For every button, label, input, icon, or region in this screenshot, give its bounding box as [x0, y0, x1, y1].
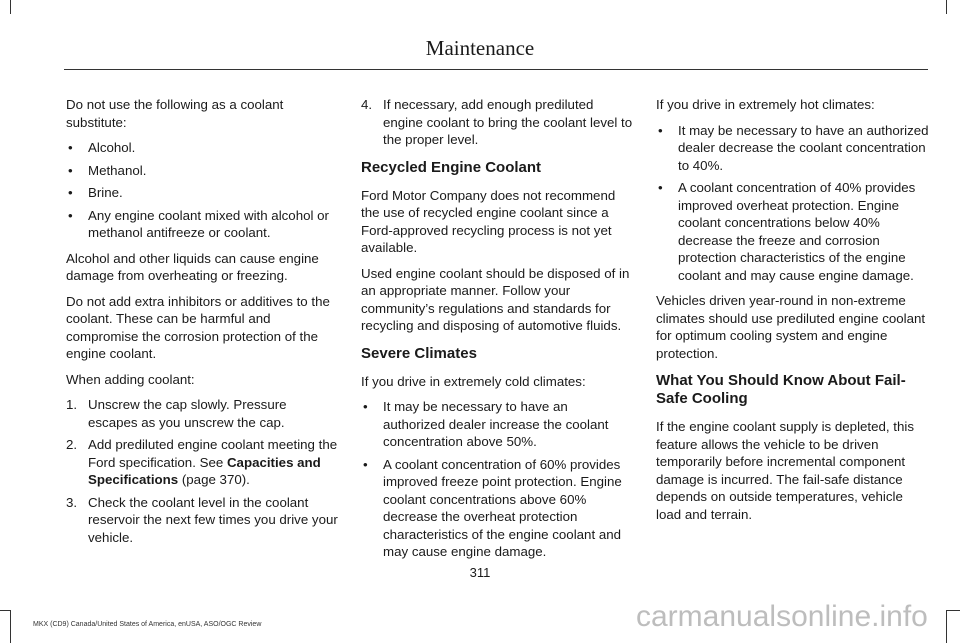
paragraph: Used engine coolant should be disposed of in an appropriate manner. Follow your community’s regulations and standards for recycling and disposing of automotive fluids.: [361, 265, 630, 333]
paragraph: If the engine coolant supply is depleted, this feature allows the vehicle to be driven temporarily before incremental component damage is incurred. The fail-safe distance depends on outside temperatures, vehicle load and terrain.: [656, 419, 914, 522]
crop-mark-bottom-left-v: [10, 610, 11, 643]
list-item: • Any engine coolant mixed with alcohol or methanol antifreeze or coolant.: [68, 207, 329, 240]
substitutes-list: [66, 139, 338, 242]
step-item: 2. Add prediluted engine coolant meeting the Ford specification. See Capacities and Specifications (page 370).: [66, 437, 338, 487]
steps-list-continued: [361, 96, 633, 149]
column-1: [66, 96, 338, 554]
step-item: 4. If necessary, add enough prediluted engine coolant to bring the coolant level to the proper level.: [361, 97, 633, 147]
list-item: • It may be necessary to have an authorized dealer increase the coolant concentration above 50%.: [363, 399, 609, 449]
list-item: • A coolant concentration of 60% provides improved freeze point protection. Engine coolant concentrations above 60% decrease the overheat protection characteristics of the engine coolant and may cause engine damage.: [363, 456, 622, 559]
paragraph: Ford Motor Company does not recommend the use of recycled engine coolant since a Ford-approved recycling process is not yet available.: [361, 187, 616, 255]
crop-mark-top-right-v: [946, 0, 947, 14]
paragraph: Alcohol and other liquids can cause engine damage from overheating or freezing.: [66, 250, 319, 283]
crop-mark-bottom-right-h: [946, 610, 960, 611]
section-heading: Recycled Engine Coolant: [361, 158, 542, 176]
cross-reference-link[interactable]: Capacities and Specifications: [88, 454, 321, 487]
paragraph: If you drive in extremely hot climates:: [656, 97, 875, 112]
footer-text: MKX (CD9) Canada/United States of America, enUSA, ASO/OGC Review: [33, 621, 262, 628]
bullet-icon: •: [68, 140, 73, 155]
bullet-icon: •: [68, 207, 73, 223]
list-item: • A coolant concentration of 40% provides improved overheat protection. Engine coolant concentrations below 40% decrease the freeze and corrosion protection characteristics of the engine coolant and may cause engine damage.: [658, 180, 916, 283]
bullet-icon: •: [658, 122, 663, 138]
step-item: 3. Check the coolant level in the coolant reservoir the next few times you drive your vehicle.: [66, 494, 338, 545]
column-2: [361, 96, 633, 569]
section-heading: What You Should Know About Fail-Safe Cooling: [656, 372, 906, 407]
step-item: 1. Unscrew the cap slowly. Pressure escapes as you unscrew the cap.: [66, 397, 287, 430]
list-item: • Alcohol.: [68, 140, 136, 155]
step-number: 2.: [66, 437, 78, 452]
intro-paragraph: Do not use the following as a coolant substitute:: [66, 97, 284, 130]
bullet-icon: •: [68, 162, 73, 178]
paragraph: When adding coolant:: [66, 371, 195, 387]
crop-mark-top-left-v: [10, 0, 11, 14]
steps-list: [66, 396, 338, 546]
paragraph: Vehicles driven year-round in non-extreme climates should use prediluted engine coolant for optimum cooling system and engine protection.: [656, 293, 926, 361]
header-divider: [64, 69, 928, 70]
column-3: [656, 96, 930, 531]
page-number: 311: [469, 565, 491, 580]
watermark: carmanualsonline.info: [636, 600, 928, 633]
page-title: Maintenance: [425, 36, 535, 60]
section-heading: Severe Climates: [361, 344, 477, 362]
hot-climate-list: [656, 122, 930, 285]
list-item: • Brine.: [68, 185, 123, 200]
cold-climate-list: [361, 398, 633, 561]
bullet-icon: •: [363, 399, 368, 414]
list-item: • Methanol.: [68, 162, 147, 178]
bullet-icon: •: [363, 456, 368, 472]
step-number: 3.: [66, 494, 78, 510]
crop-mark-bottom-right-v: [946, 610, 947, 643]
crop-mark-bottom-left-h: [0, 610, 10, 611]
bullet-icon: •: [68, 185, 73, 200]
paragraph: Do not add extra inhibitors or additives to the coolant. These can be harmful and compromise the corrosion protection of the engine coolant.: [66, 293, 330, 361]
step-number: 4.: [361, 97, 373, 112]
list-item: • It may be necessary to have an authorized dealer decrease the coolant concentration to 40%.: [658, 122, 929, 173]
paragraph: If you drive in extremely cold climates:: [361, 373, 586, 389]
bullet-icon: •: [658, 180, 663, 195]
step-number: 1.: [66, 397, 78, 412]
